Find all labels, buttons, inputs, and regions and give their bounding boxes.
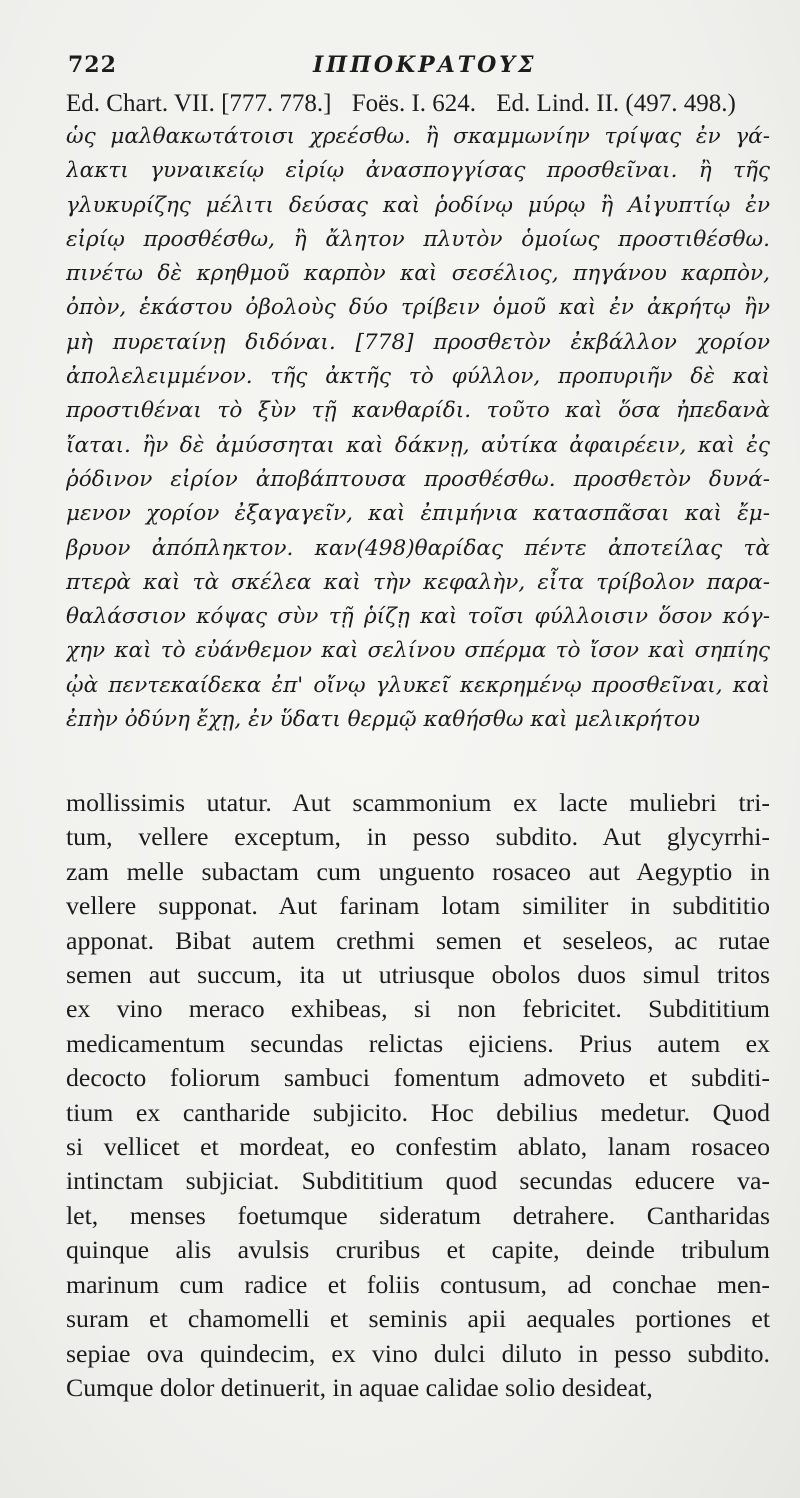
latin-text-line: let, menses foetumque sideratum detrahere. Cantharidas [66,1200,770,1230]
latin-text-line: semen aut succum, ita ut utriusque obolos duos simul tritos [66,960,770,990]
latin-text-line: quinque alis avulsis cruribus et capite, deinde tribulum [66,1235,770,1265]
running-title: ΙΠΠΟΚΡΑΤΟΥΣ [313,52,537,78]
latin-translation [66,786,770,1405]
latin-text-line: medicamentum secundas relictas ejiciens. Prius autem ex [66,1028,770,1058]
edition-references [66,90,766,118]
greek-text-line: χην καὶ τὸ εὐάνθεμον καὶ σελίνου σπέρμα τὸ ἴσον καὶ σηπίης [66,638,770,664]
latin-text-line: decocto foliorum sambuci fomentum admoveto et subditi- [66,1063,770,1093]
latin-text-line: ex vino meraco exhibeas, si non febricitet. Subdititium [66,994,770,1024]
greek-text-line: μὴ πυρεταίνῃ διδόναι. [778] προσθετὸν ἐκβάλλον χορίον [66,329,770,355]
greek-text-line: ῥόδινον εἰρίον ἀποβάπτουσα προσθέσθω. προσθετὸν δυνά- [66,466,770,492]
greek-text-line: ὡς μαλθακωτάτοισι χρεέσθω. ἢ σκαμμωνίην τρίψας ἐν γά- [66,124,770,149]
latin-text-line: vellere supponat. Aut farinam lotam similiter in subdititio [66,891,770,921]
page-number: 722 [68,52,117,78]
latin-text-line: mollissimis utatur. Aut scammonium ex lacte muliebri tri- [66,788,770,817]
latin-text-line: Cumque dolor detinuerit, in aquae calidae solio desideat, [66,1372,653,1402]
greek-text-line: ἴαται. ἢν δὲ ἀμύσσηται καὶ δάκνῃ, αὐτίκα ἀφαιρέειν, καὶ ἐς [66,432,770,458]
greek-text-line: πτερὰ καὶ τὰ σκέλεα καὶ τὴν κεφαλὴν, εἶτα τρίβολον παρα- [66,569,770,595]
greek-text-line: μενον χορίον ἐξαγαγεῖν, καὶ ἐπιμήνια κατασπᾶσαι καὶ ἔμ- [66,501,770,527]
greek-text-line: πινέτω δὲ κρηθμοῦ καρπὸν καὶ σεσέλιος, πηγάνου καρπὸν, [66,261,770,287]
reference-foes: Foës. I. 624. [351,90,477,117]
latin-text-line: marinum cum radice et foliis contusum, ad conchae men- [66,1269,770,1299]
page-header [68,50,768,90]
greek-text-line: ὀπὸν, ἑκάστου ὀβολοὺς δύο τρίβειν ὁμοῦ καὶ ἐν ἀκρήτῳ ἢν [66,295,770,321]
greek-text-line: ἀπολελειμμένον. τῆς ἀκτῆς τὸ φύλλον, προπυριῆν δὲ καὶ [66,364,770,390]
latin-text-line: tum, vellere exceptum, in pesso subdito. Aut glycyrrhi- [66,822,770,852]
latin-text-line: tium ex cantharide subjicito. Hoc debilius medetur. Quod [66,1097,770,1127]
latin-text-line: zam melle subactam cum unguento rosaceo aut Aegyptio in [66,856,770,886]
latin-text-line: intinctam subjiciat. Subdititium quod secundas educere va- [66,1166,770,1196]
greek-text [66,120,770,737]
latin-text-line: si vellicet et mordeat, eo confestim ablato, lanam rosaceo [66,1132,770,1162]
reference-chartier: Ed. Chart. VII. [777. 778.] [66,90,332,117]
greek-text-line: προστιθέναι τὸ ξὺν τῇ κανθαρίδι. τοῦτο καὶ ὅσα ἠπεδανὰ [66,398,770,424]
greek-text-line: γλυκυρίζης μέλιτι δεύσας καὶ ῥοδίνῳ μύρῳ ἢ Αἰγυπτίῳ ἐν [66,192,770,218]
reference-linden: Ed. Lind. II. (497. 498.) [496,90,736,117]
latin-text-line: apponat. Bibat autem crethmi semen et seseleos, ac rutae [66,925,770,955]
latin-text-line: sepiae ova quindecim, ex vino dulci diluto in pesso subdito. [66,1338,770,1368]
greek-text-line: ἐπὴν ὀδύνη ἔχῃ, ἐν ὕδατι θερμῷ καθήσθω καὶ μελικρήτου [66,707,701,733]
greek-text-line: εἰρίῳ προσθέσθω, ἢ ἄλητον πλυτὸν ὁμοίως προστιθέσθω. [66,226,770,252]
greek-text-line: βρυον ἀπόπληκτον. καν(498)θαρίδας πέντε ἀποτείλας τὰ [66,535,770,561]
greek-text-line: λακτι γυναικείῳ εἰρίῳ ἀνασπογγίσας προσθεῖναι. ἢ τῆς [66,158,770,184]
greek-text-line: θαλάσσιον κόψας σὺν τῇ ῥίζῃ καὶ τοῖσι φύλλοισιν ὅσον κόγ- [66,604,770,630]
latin-text-line: suram et chamomelli et seminis apii aequales portiones et [66,1304,770,1334]
greek-text-line: ᾠὰ πεντεκαίδεκα ἐπ' οἴνῳ γλυκεῖ κεκρημένῳ προσθεῖναι, καὶ [66,672,770,698]
